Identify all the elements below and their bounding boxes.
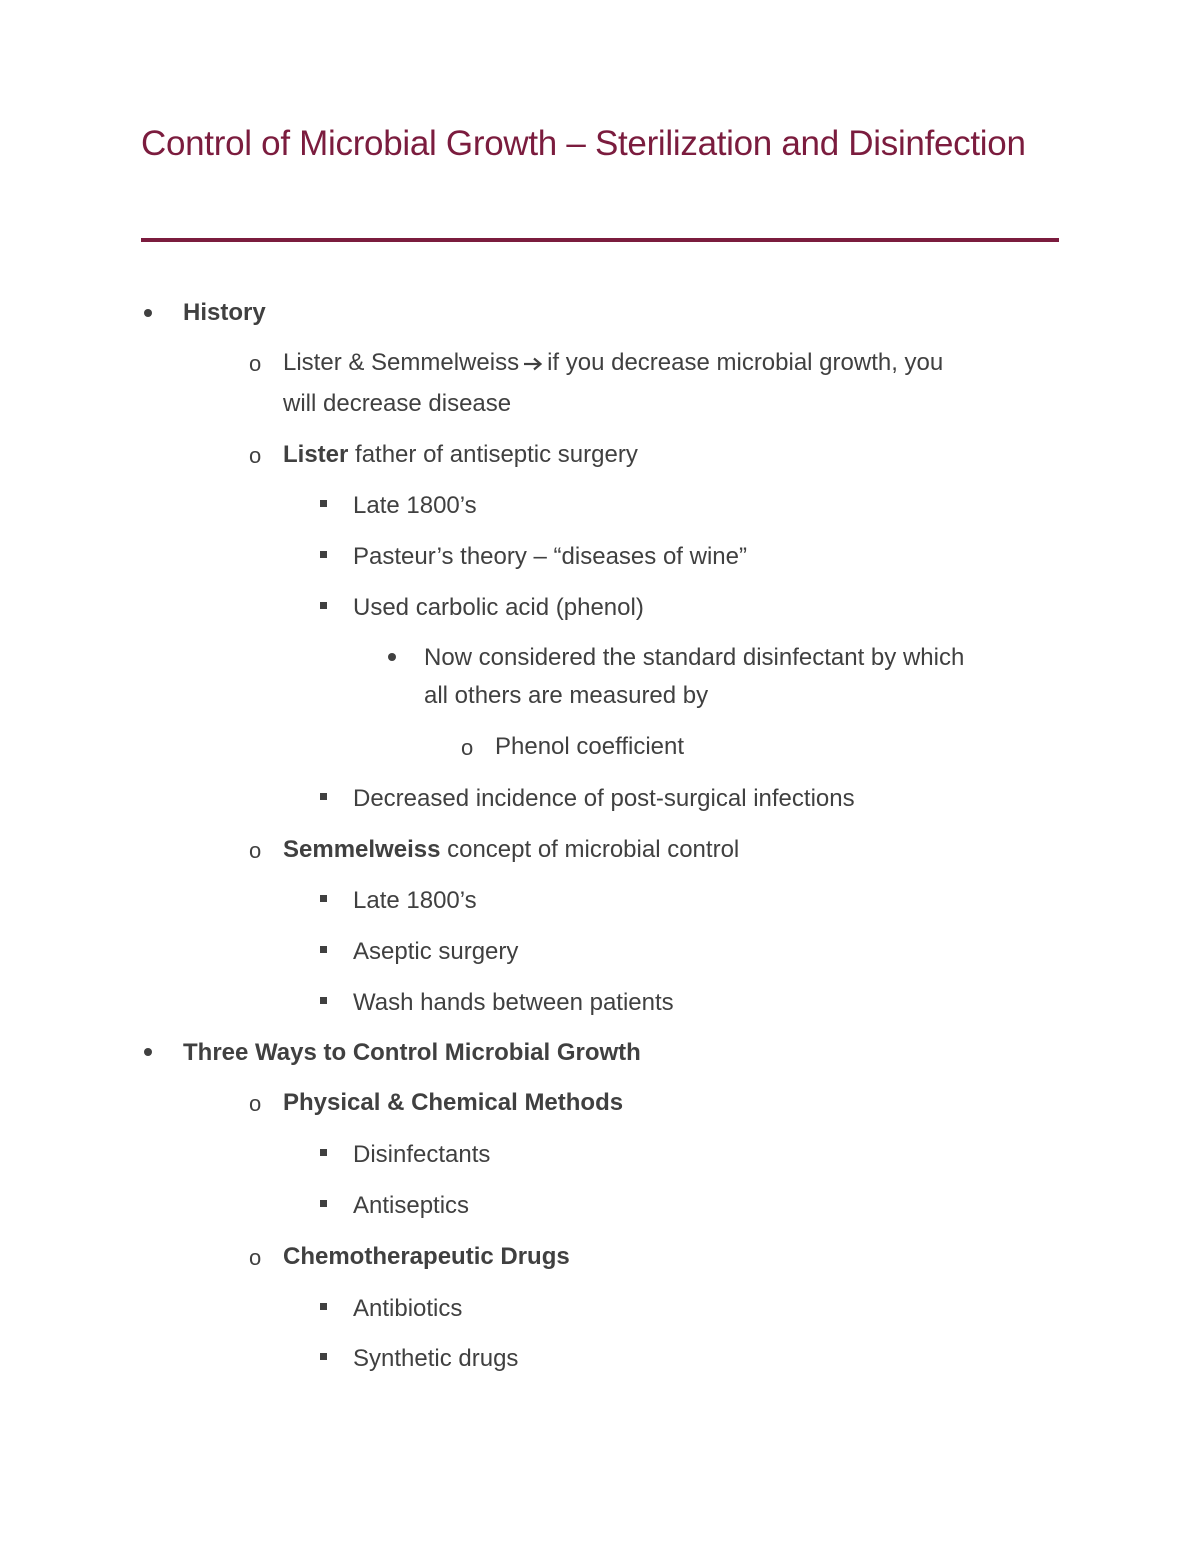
list-item-disinfectants: Disinfectants: [353, 1141, 491, 1168]
list-item-semmelweiss-late: Late 1800’s: [353, 887, 477, 914]
list-item-lister-semmelweiss: [283, 344, 943, 382]
item-text-left: Lister & Semmelweiss: [283, 349, 520, 376]
item-text-right: if you decrease microbial growth, you: [547, 349, 944, 376]
list-item-antiseptics: Antiseptics: [353, 1192, 470, 1219]
bullet-circle-icon: o: [249, 1091, 262, 1116]
bullet-circle-icon: o: [249, 351, 262, 376]
bullet-square-icon: [320, 500, 327, 507]
bullet-square-icon: [320, 602, 327, 609]
term-lister: Lister: [283, 441, 349, 468]
list-item-wash-hands: Wash hands between patients: [353, 989, 674, 1016]
bullet-circle-icon: o: [249, 838, 262, 863]
list-item-continuation: will decrease disease: [283, 390, 512, 417]
bullet-dot-icon: [144, 309, 152, 317]
list-item-synthetic-drugs: Synthetic drugs: [353, 1345, 519, 1372]
list-item-aseptic-surgery: Aseptic surgery: [353, 938, 519, 965]
list-item-antibiotics: Antibiotics: [353, 1295, 463, 1322]
list-item-carbolic-acid: Used carbolic acid (phenol): [353, 594, 644, 621]
description-semmelweiss: concept of microbial control: [440, 836, 740, 863]
bullet-circle-icon: o: [461, 735, 474, 760]
bullet-circle-icon: o: [249, 1245, 262, 1270]
bullet-square-icon: [320, 946, 327, 953]
section-heading-three-ways: Three Ways to Control Microbial Growth: [183, 1039, 641, 1066]
list-item-standard-disinfectant: Now considered the standard disinfectant by which: [424, 644, 965, 671]
bullet-square-icon: [320, 1200, 327, 1207]
list-item-semmelweiss: [283, 831, 739, 869]
subheading-physical-chemical: Physical & Chemical Methods: [283, 1089, 624, 1116]
title-underline-rule: [141, 238, 1059, 242]
bullet-square-icon: [320, 551, 327, 558]
section-heading-history: History: [183, 299, 266, 326]
bullet-dot-icon: [144, 1048, 152, 1056]
list-item-phenol-coefficient: Phenol coefficient: [495, 733, 685, 760]
bullet-square-icon: [320, 997, 327, 1004]
bullet-dot-icon: [388, 653, 396, 661]
term-semmelweiss: Semmelweiss: [283, 836, 441, 863]
description-lister: father of antiseptic surgery: [348, 441, 638, 468]
bullet-square-icon: [320, 793, 327, 800]
subheading-chemotherapeutic: Chemotherapeutic Drugs: [283, 1243, 570, 1270]
bullet-square-icon: [320, 1149, 327, 1156]
list-item-pasteur-theory: Pasteur’s theory – “diseases of wine”: [353, 543, 747, 570]
right-arrow-icon: [523, 357, 543, 371]
list-item-lister: [283, 436, 638, 474]
list-item-continuation: all others are measured by: [424, 682, 709, 709]
list-item-decreased-incidence: Decreased incidence of post-surgical infections: [353, 785, 855, 812]
bullet-circle-icon: o: [249, 443, 262, 468]
list-item-lister-late: Late 1800’s: [353, 492, 477, 519]
document-title: Control of Microbial Growth – Sterilization and Disinfection: [141, 124, 1026, 163]
bullet-square-icon: [320, 895, 327, 902]
bullet-square-icon: [320, 1303, 327, 1310]
bullet-square-icon: [320, 1353, 327, 1360]
